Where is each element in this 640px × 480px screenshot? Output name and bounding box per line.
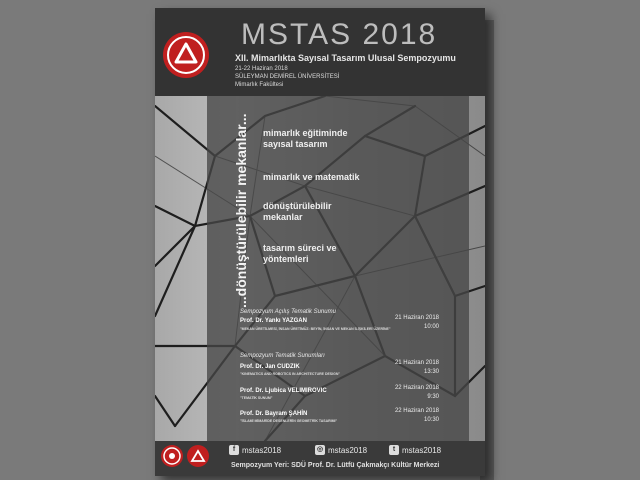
twitter-icon: t <box>389 445 399 455</box>
thematic-heading: Sempozyum Tematik Sunumları <box>240 353 325 359</box>
session-date: 22 Haziran 2018 <box>394 408 439 414</box>
session-time: 10:00 <box>423 324 439 330</box>
facebook-link[interactable] <box>229 445 281 455</box>
faculty-logo-icon <box>187 445 209 467</box>
twitter-link[interactable] <box>389 445 441 455</box>
speaker-name: Prof. Dr. Yankı YAZGAN <box>240 318 307 324</box>
poster <box>155 8 485 476</box>
opening-heading: Sempozyum Açılış Tematik Sunumu <box>240 309 336 315</box>
topic-item: mimarlık eğitiminde sayısal tasarım <box>263 128 348 149</box>
instagram-icon: ◎ <box>316 446 324 453</box>
session-time: 9:30 <box>427 394 439 400</box>
speaker-topic: "TEMATİK SUNUM" <box>240 396 273 400</box>
topic-item: dönüştürülebilir mekanlar <box>263 201 332 222</box>
speaker-topic: "MEKAN ÜRETİLMESİ, İNSAN ÜRETİMÜZ: BEYİN, İNSAN VE MEKAN İLİŞKİLERİ ÜZERİNE" <box>240 327 391 331</box>
poster-header <box>155 8 485 96</box>
session-time: 13:30 <box>423 369 439 375</box>
social-handle: mstas2018 <box>328 445 368 455</box>
speaker-topic: "KINEMATICS AND ROBOTICS IN ARCHITECTURE DESIGN" <box>240 372 341 376</box>
footer-venue: Sempozyum Yeri: SDÜ Prof. Dr. Lütfü Çakmakçı Kültür Merkezi <box>231 462 440 469</box>
speaker-name: Prof. Dr. Ljubica VELIMIROVIC <box>240 388 327 394</box>
session-date: 21 Haziran 2018 <box>394 360 439 366</box>
social-handle: mstas2018 <box>402 445 442 455</box>
vertical-slogan: ...dönüştürülebilir mekanlar... <box>233 113 249 308</box>
event-subtitle: XII. Mimarlıkta Sayısal Tasarım Ulusal Sempozyumu <box>235 53 456 63</box>
session-date: 21 Haziran 2018 <box>394 315 439 321</box>
speaker-name: Prof. Dr. Jan CUDZIK <box>240 364 300 370</box>
speaker-name: Prof. Dr. Bayram ŞAHİN <box>240 411 308 417</box>
session-date: 22 Haziran 2018 <box>394 385 439 391</box>
university-logo-icon <box>161 445 183 467</box>
triangle-logo-icon <box>163 32 209 78</box>
event-title: MSTAS 2018 <box>241 18 438 51</box>
session-time: 10:30 <box>423 417 439 423</box>
facebook-icon: f <box>229 445 239 455</box>
topic-item: tasarım süreci ve yöntemleri <box>263 243 337 264</box>
speaker-topic: "İSLAMİ MİMARİDE DESENLERİN GEOMETRİK TASARIMI" <box>240 419 338 423</box>
event-venue: SÜLEYMAN DEMİREL ÜNİVERSİTESİ <box>235 74 340 80</box>
event-dates: 21-22 Haziran 2018 <box>235 66 288 72</box>
instagram-link[interactable] <box>315 445 367 455</box>
event-faculty: Mimarlık Fakültesi <box>235 82 284 88</box>
social-handle: mstas2018 <box>242 445 282 455</box>
topic-item: mimarlık ve matematik <box>263 172 360 182</box>
